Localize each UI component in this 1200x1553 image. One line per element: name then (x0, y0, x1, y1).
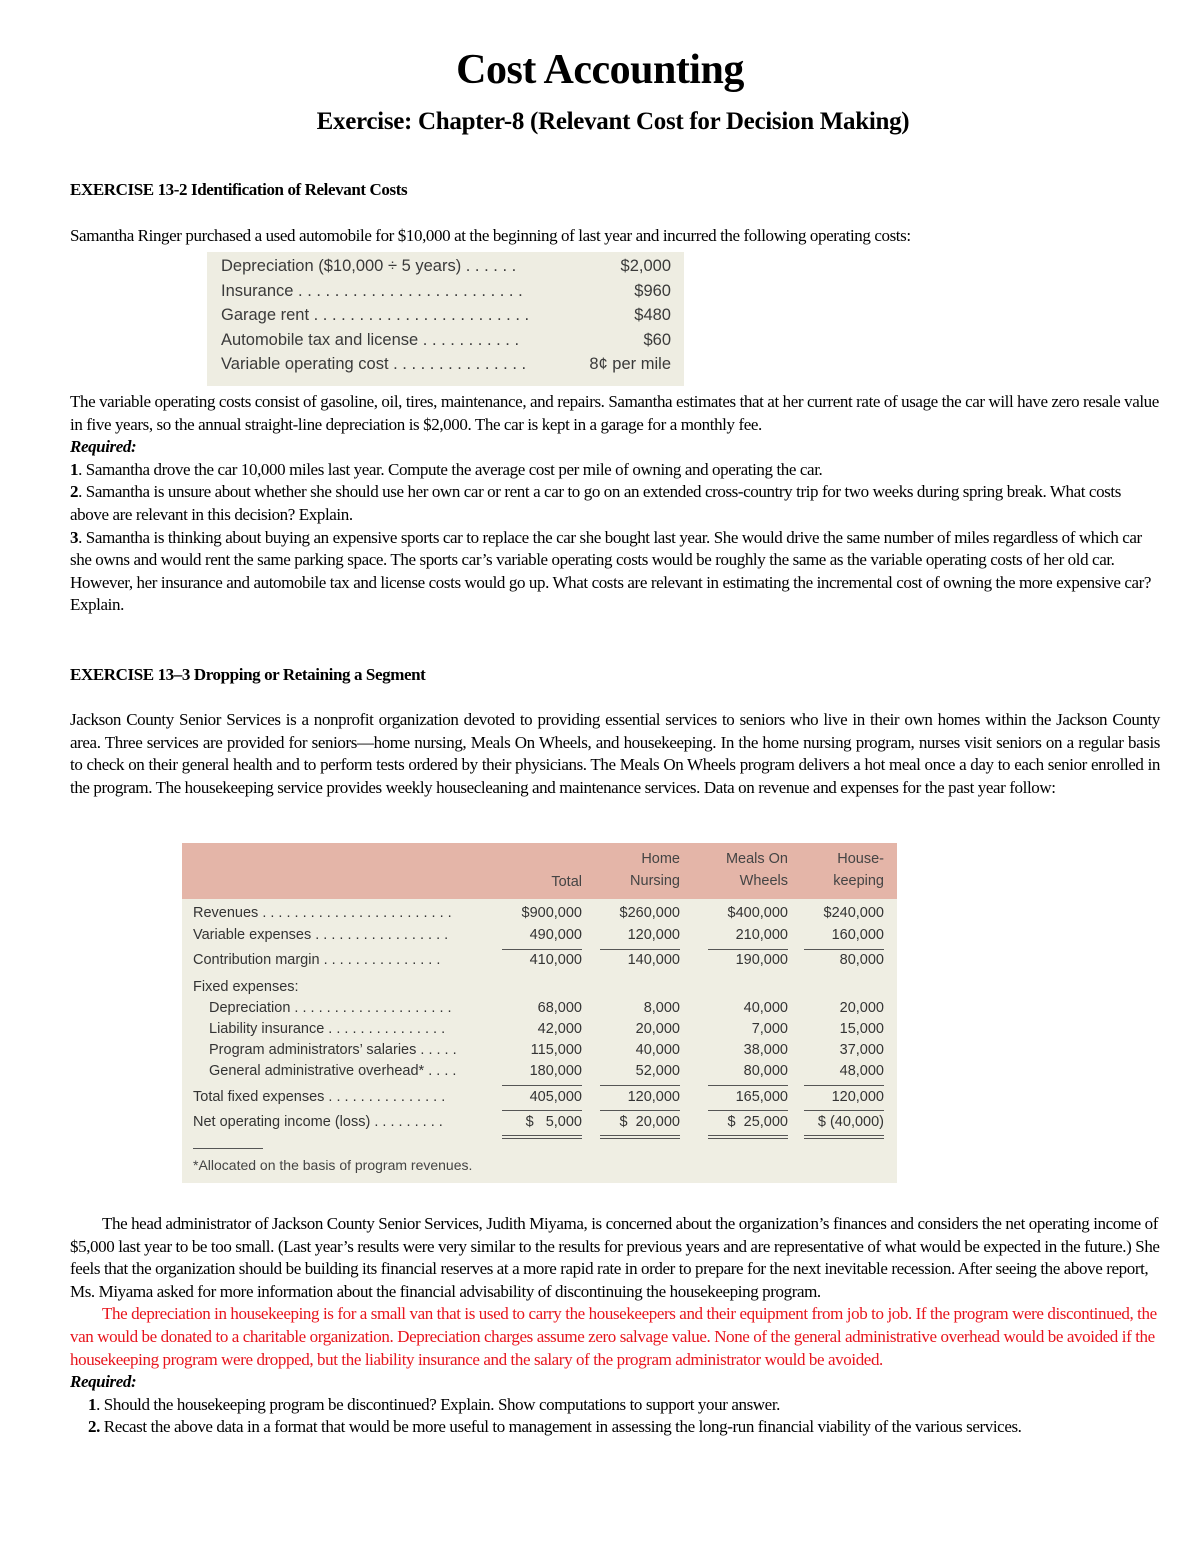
cell-home-nursing: 40,000 (635, 1042, 680, 1058)
table-row-total-fixed-expenses (182, 1089, 897, 1110)
cost-label: Garage rent . . . . . . . . . . . . . . . . . . . . . . . . (221, 306, 530, 324)
column-header-meals-on-wheels-line1: Meals On (725, 851, 788, 867)
operating-costs-box (207, 252, 684, 386)
document-subtitle: Exercise: Chapter-8 (Relevant Cost for Decision Making) (316, 108, 910, 135)
cell-housekeeping: 160,000 (831, 927, 884, 943)
question-item (70, 1416, 1160, 1439)
cell-total: 68,000 (537, 1000, 582, 1016)
row-label: Program administrators’ salaries . . . . . (209, 1042, 457, 1058)
cell-housekeeping: 15,000 (839, 1021, 884, 1037)
column-header-meals-on-wheels-line2: Wheels (739, 873, 788, 889)
column-header-home-nursing-line1: Home (641, 851, 680, 867)
row-label: Total fixed expenses . . . . . . . . . . . . . . . (193, 1089, 446, 1105)
cell-housekeeping: 48,000 (839, 1063, 884, 1079)
cell-total: 42,000 (537, 1021, 582, 1037)
column-header-housekeeping-line1: House- (837, 851, 884, 867)
question-text: Recast the above data in a format that would be more useful to management in assessing the long-run financial viability of the various services. (99, 1417, 1022, 1437)
underline (600, 1085, 680, 1086)
segment-income-table (182, 843, 897, 1183)
underline (600, 949, 680, 950)
table-row-fixed-expenses-label (182, 979, 897, 1000)
cost-row (221, 355, 671, 380)
question-item (70, 527, 1160, 617)
row-label: General administrative overhead* . . . . (209, 1063, 457, 1079)
double-underline (502, 1138, 582, 1139)
underline (502, 1110, 582, 1111)
table-row-depreciation (182, 1000, 897, 1021)
row-label: Net operating income (loss) . . . . . . . . . (193, 1114, 443, 1130)
cell-housekeeping: $ (40,000) (817, 1114, 884, 1130)
underline (804, 949, 884, 950)
double-underline (804, 1135, 884, 1136)
exercise-13-2-intro: Samantha Ringer purchased a used automobile for $10,000 at the beginning of last year and incurred the following operating costs: (70, 226, 911, 245)
cost-label: Automobile tax and license . . . . . . . . . . . (221, 330, 520, 349)
table-row-variable-expenses (182, 927, 897, 948)
table-footnote: *Allocated on the basis of program revenues. (193, 1157, 473, 1173)
required-label: Required: (70, 1372, 137, 1392)
cell-total: 405,000 (529, 1089, 582, 1105)
cell-total: 180,000 (529, 1063, 582, 1079)
question-text: . Samantha is unsure about whether she should use her own car or rent a car to go on an extended cross-country trip for two weeks during spring break. What costs above are relevant in this decision? Explain. (70, 482, 1121, 524)
cell-meals-on-wheels: 40,000 (743, 1000, 788, 1016)
cell-housekeeping: $240,000 (823, 905, 884, 921)
cost-value: $2,000 (620, 257, 671, 275)
cell-housekeeping: 20,000 (839, 1000, 884, 1016)
double-underline (708, 1135, 788, 1136)
cell-home-nursing: 140,000 (627, 952, 680, 968)
cell-home-nursing: $260,000 (619, 905, 680, 921)
row-label: Revenues . . . . . . . . . . . . . . . . . . . . . . . . (193, 905, 452, 921)
question-item (70, 1394, 1160, 1417)
double-underline (708, 1138, 788, 1139)
exercise-13-2-body (70, 391, 1160, 617)
table-header (182, 843, 897, 899)
underline (502, 1085, 582, 1086)
row-label: Fixed expenses: (193, 979, 299, 995)
exercise-13-3-heading: EXERCISE 13–3 Dropping or Retaining a Segment (70, 665, 426, 684)
cell-total: 410,000 (529, 952, 582, 968)
underline (708, 1110, 788, 1111)
cost-value: $960 (634, 281, 671, 300)
table-row-contribution-margin (182, 952, 897, 973)
table-row-general-admin-overhead (182, 1063, 897, 1084)
column-header-home-nursing-line2: Nursing (630, 873, 680, 889)
cost-value: 8¢ per mile (589, 355, 671, 373)
question-number: 3 (70, 527, 79, 547)
question-number: 1 (88, 1394, 97, 1414)
question-text: . Should the housekeeping program be discontinued? Explain. Show computations to support your answer. (96, 1394, 780, 1414)
cell-total: 115,000 (530, 1042, 582, 1058)
underline (708, 1085, 788, 1086)
row-label: Contribution margin . . . . . . . . . . . . . . . (193, 952, 441, 968)
exercise-13-3-intro: Jackson County Senior Services is a nonprofit organization devoted to providing essential services to seniors who live in their own homes within the Jackson County area. Three services are provided for seniors—home nursing, Meals On Wheels, and housekeeping. In the home nursing program, nurses visit seniors on a regular basis to check on their general health and to perform tests ordered by their physicians. The Meals On Wheels program delivers a hot meal once a day to each senior enrolled in the program. The housekeeping service provides weekly housecleaning and maintenance services. Data on revenue and expenses for the past year follow: (70, 710, 1160, 797)
exercise-13-2-description: The variable operating costs consist of gasoline, oil, tires, maintenance, and repairs. Samantha estimates that at her current rate of usage the car will have zero resale value in five years, so the annual straight-line depreciation is $2,000. The car is kept in a garage for a monthly fee. (70, 392, 1159, 434)
cost-row (221, 306, 671, 331)
underline (804, 1085, 884, 1086)
cell-home-nursing: 120,000 (627, 1089, 680, 1105)
row-label: Liability insurance . . . . . . . . . . . . . . . (209, 1021, 446, 1037)
exercise-13-3-body (70, 1213, 1160, 1439)
table-row-net-operating-income (182, 1114, 897, 1135)
footnote-divider (193, 1148, 263, 1149)
cost-label: Depreciation ($10,000 ÷ 5 years) . . . . . . (221, 257, 517, 275)
cell-home-nursing: 8,000 (643, 1000, 680, 1016)
document-title: Cost Accounting (456, 47, 744, 93)
admin-paragraph: The head administrator of Jackson County Senior Services, Judith Miyama, is concerned about the organization’s finances and considers the net operating income of $5,000 last year to be too small. (Last year’s results were very similar to the results for previous years and are representative of what would be expected in the future.) She feels that the organization should be building its financial reserves at a more rapid rate in order to prepare for the next inevitable recession. After seeing the above report, Ms. Miyama asked for more information about the financial advisability of discontinuing the housekeeping program. (70, 1214, 1160, 1301)
cell-total: $900,000 (521, 905, 582, 921)
cell-home-nursing: 120,000 (627, 927, 680, 943)
column-header-housekeeping-line2: keeping (833, 873, 884, 889)
underline (600, 1110, 680, 1111)
required-label: Required: (70, 437, 137, 457)
cost-row (221, 282, 671, 307)
cell-meals-on-wheels: 80,000 (743, 1063, 788, 1079)
cell-total: 490,000 (529, 927, 582, 943)
cost-label: Variable operating cost . . . . . . . . . . . . . . . (221, 355, 527, 373)
double-underline (804, 1138, 884, 1139)
cost-value: $480 (634, 306, 671, 324)
underline (708, 949, 788, 950)
double-underline (600, 1135, 680, 1136)
column-header-total: Total (551, 874, 582, 890)
underline (804, 1110, 884, 1111)
row-label: Variable expenses . . . . . . . . . . . . . . . . . (193, 927, 449, 943)
cell-home-nursing: $ 20,000 (619, 1114, 680, 1130)
question-number: 1 (70, 459, 79, 479)
cost-row (221, 331, 671, 356)
cell-meals-on-wheels: 7,000 (751, 1021, 788, 1037)
cost-row (221, 257, 671, 282)
cell-home-nursing: 20,000 (635, 1021, 680, 1037)
table-row-program-admin-salaries (182, 1042, 897, 1063)
underline (502, 949, 582, 950)
question-item (70, 481, 1160, 526)
depreciation-note-paragraph: The depreciation in housekeeping is for a small van that is used to carry the housekeepers and their equipment from job to job. If the program were discontinued, the van would be donated to a charitable organization. Depreciation charges assume zero salvage value. None of the general administrative overhead would be avoided if the housekeeping program were dropped, but the liability insurance and the salary of the program administrator would be avoided. (70, 1304, 1157, 1369)
double-underline (600, 1138, 680, 1139)
cell-total: $ 5,000 (525, 1114, 582, 1130)
question-item (70, 459, 1160, 482)
cell-meals-on-wheels: $ 25,000 (727, 1114, 788, 1130)
cell-home-nursing: 52,000 (635, 1063, 680, 1079)
question-text: . Samantha drove the car 10,000 miles last year. Compute the average cost per mile of owning and operating the car. (78, 459, 823, 479)
cost-label: Insurance . . . . . . . . . . . . . . . . . . . . . . . . . (221, 281, 523, 300)
table-row-revenues (182, 905, 897, 926)
row-label: Depreciation . . . . . . . . . . . . . . . . . . . . (209, 1000, 452, 1016)
cost-value: $60 (643, 330, 671, 349)
question-number: 2 (70, 482, 79, 502)
question-text: . Samantha is thinking about buying an expensive sports car to replace the car she bought last year. She would drive the same number of miles regardless of which car she owns and would rent the same parking space. The sports car’s variable operating costs would be roughly the same as the variable operating costs of her old car. However, her insurance and automobile tax and license costs would go up. What costs are relevant in estimating the incremental cost of owning the more expensive car? Explain. (70, 527, 1152, 615)
cell-meals-on-wheels: 210,000 (735, 927, 788, 943)
double-underline (502, 1135, 582, 1136)
table-row-liability-insurance (182, 1021, 897, 1042)
cell-housekeeping: 37,000 (839, 1042, 884, 1058)
cell-housekeeping: 80,000 (839, 952, 884, 968)
cell-meals-on-wheels: 190,000 (735, 952, 788, 968)
cell-housekeeping: 120,000 (831, 1089, 884, 1105)
question-number: 2. (88, 1417, 100, 1437)
cell-meals-on-wheels: 165,000 (735, 1089, 788, 1105)
cell-meals-on-wheels: $400,000 (727, 905, 788, 921)
cell-meals-on-wheels: 38,000 (743, 1042, 788, 1058)
exercise-13-2-heading: EXERCISE 13-2 Identification of Relevant Costs (70, 180, 408, 199)
